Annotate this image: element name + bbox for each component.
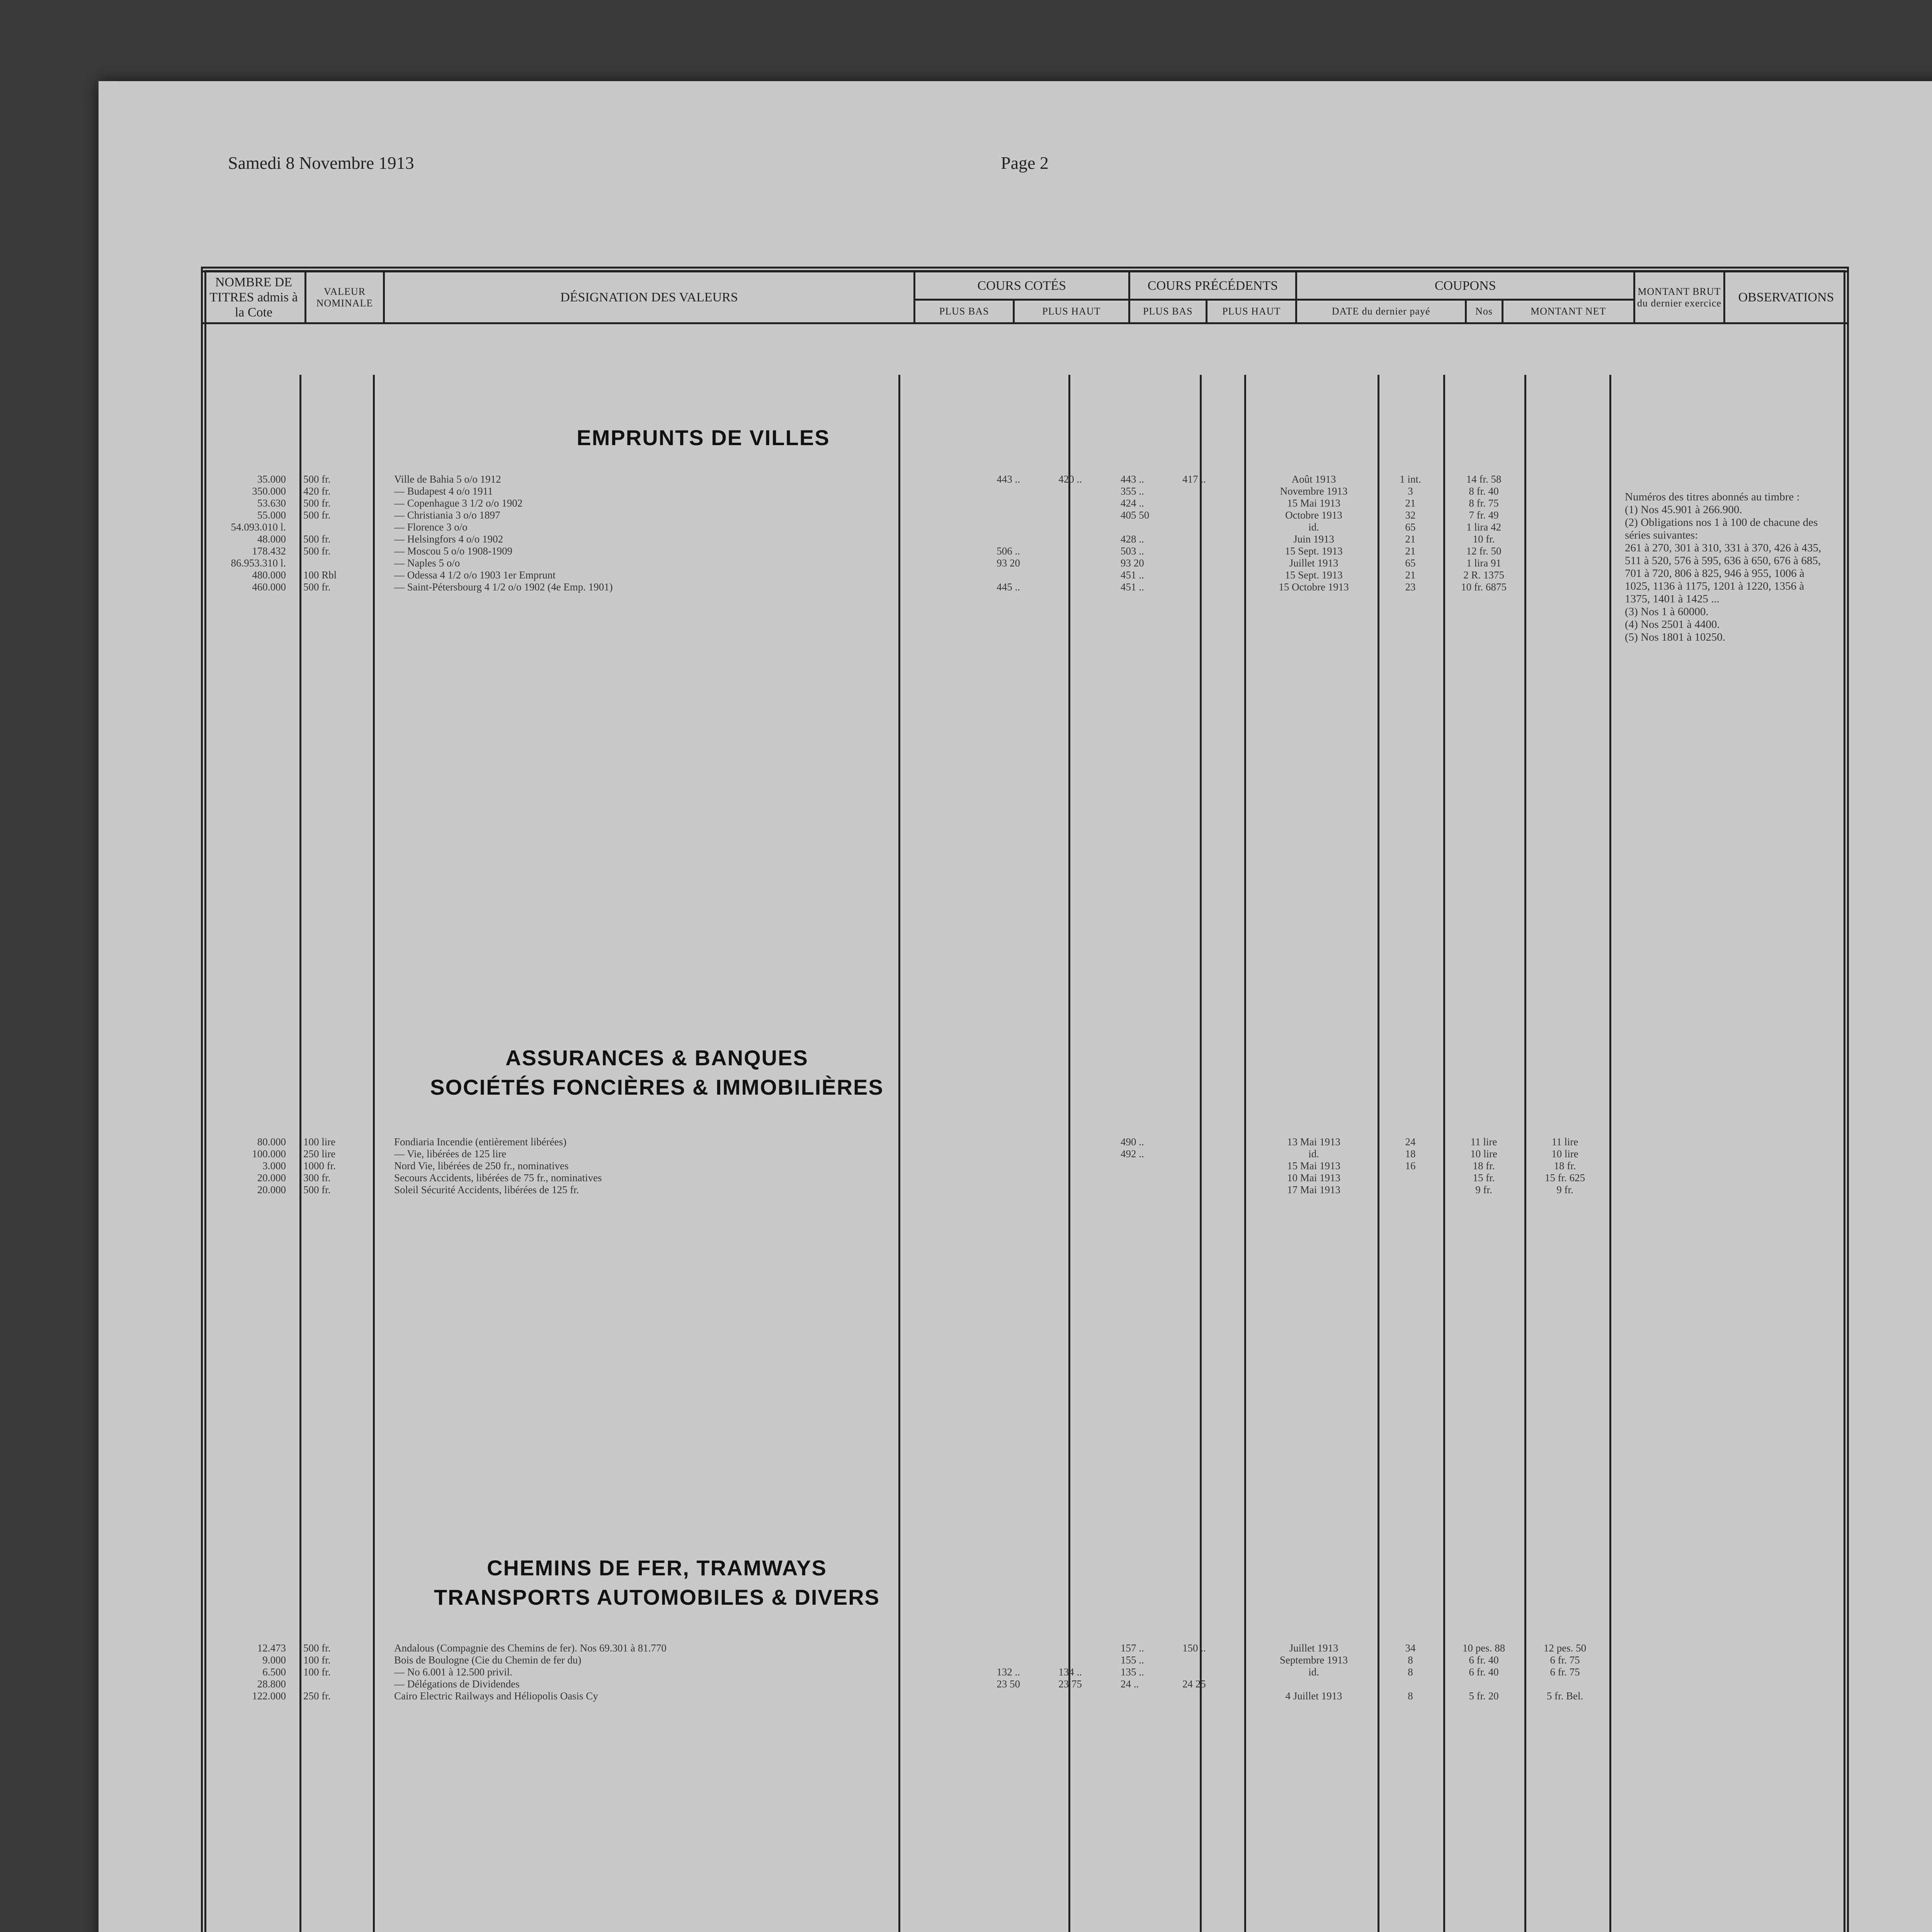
coupon-net: 10 fr. 6875 <box>1461 581 1507 593</box>
security-name: — Moscou 5 o/o 1908-1909 <box>394 545 512 557</box>
titres-count: 9.000 <box>262 1654 286 1666</box>
prec-plus-bas: 451 .. <box>1121 581 1144 593</box>
security-name: Secours Accidents, libérées de 75 fr., nominatives <box>394 1172 602 1184</box>
prec-plus-bas: 405 50 <box>1121 509 1150 521</box>
titres-count: 48.000 <box>257 533 286 545</box>
coupon-date: Juillet 1913 <box>1289 557 1338 569</box>
table-row <box>201 533 1849 545</box>
titres-count: 80.000 <box>257 1136 286 1148</box>
titres-count: 178.432 <box>252 545 286 557</box>
coupon-net: 12 fr. 50 <box>1466 545 1502 557</box>
coupon-no: 3 <box>1408 485 1413 497</box>
col-cours-precedents: COURS PRÉCÉDENTS <box>1129 272 1296 300</box>
cote-plus-haut: 134 .. <box>1058 1666 1082 1678</box>
coupon-date: Septembre 1913 <box>1279 1654 1348 1666</box>
section-title-line: EMPRUNTS DE VILLES <box>577 425 830 450</box>
nominal-value: 250 fr. <box>303 1690 331 1702</box>
security-name: — Odessa 4 1/2 o/o 1903 1er Emprunt <box>394 569 556 581</box>
nominal-value: 500 fr. <box>303 1184 331 1196</box>
prec-plus-haut: 24 25 <box>1182 1678 1206 1690</box>
titres-count: 53.630 <box>257 497 286 509</box>
titres-count: 3.000 <box>262 1160 286 1172</box>
table-row <box>201 545 1849 557</box>
coupon-date: Août 1913 <box>1291 473 1336 485</box>
nominal-value: 100 fr. <box>303 1654 331 1666</box>
prec-plus-bas: 157 .. <box>1121 1642 1144 1654</box>
cote-plus-bas: 132 .. <box>997 1666 1020 1678</box>
col-date: DATE du dernier payé <box>1296 300 1466 323</box>
section-rows <box>201 1642 1849 1702</box>
coupon-net: 15 fr. <box>1473 1172 1495 1184</box>
prec-plus-bas: 490 .. <box>1121 1136 1144 1148</box>
table-row <box>201 569 1849 581</box>
prec-plus-bas: 424 .. <box>1121 497 1144 509</box>
coupon-net: 10 fr. <box>1473 533 1495 545</box>
coupon-no: 21 <box>1405 569 1416 581</box>
titres-count: 460.000 <box>252 581 286 593</box>
prec-plus-bas: 135 .. <box>1121 1666 1144 1678</box>
coupon-date: Juin 1913 <box>1293 533 1334 545</box>
security-name: — Helsingfors 4 o/o 1902 <box>394 533 503 545</box>
titres-count: 20.000 <box>257 1172 286 1184</box>
coupon-date: Octobre 1913 <box>1285 509 1342 521</box>
table-row <box>201 473 1849 485</box>
nominal-value: 300 fr. <box>303 1172 331 1184</box>
security-name: Ville de Bahia 5 o/o 1912 <box>394 473 501 485</box>
col-cours-cotes: COURS COTÉS <box>915 272 1129 300</box>
titres-count: 35.000 <box>257 473 286 485</box>
coupon-net: 10 pes. 88 <box>1462 1642 1505 1654</box>
col-plus-haut: PLUS HAUT <box>1014 300 1129 323</box>
nominal-value: 500 fr. <box>303 473 331 485</box>
security-name: — Vie, libérées de 125 lire <box>394 1148 507 1160</box>
titres-count: 20.000 <box>257 1184 286 1196</box>
coupon-date: 13 Mai 1913 <box>1287 1136 1340 1148</box>
coupon-no: 1 int. <box>1400 473 1421 485</box>
prec-plus-bas: 492 .. <box>1121 1148 1144 1160</box>
coupon-net: 8 fr. 75 <box>1469 497 1499 509</box>
security-name: Fondiaria Incendie (entièrement libérées) <box>394 1136 567 1148</box>
table-row <box>201 509 1849 521</box>
table-row <box>201 1666 1849 1678</box>
nominal-value: 500 fr. <box>303 509 331 521</box>
coupon-date: 17 Mai 1913 <box>1287 1184 1340 1196</box>
prec-plus-bas: 451 .. <box>1121 569 1144 581</box>
nominal-value: 500 fr. <box>303 581 331 593</box>
coupon-net: 6 fr. 40 <box>1469 1654 1499 1666</box>
coupon-no: 21 <box>1405 533 1416 545</box>
section-rows <box>201 473 1849 593</box>
coupon-no: 18 <box>1405 1148 1416 1160</box>
col-valeur: VALEUR NOMINALE <box>306 272 384 323</box>
coupon-net: 18 fr. <box>1473 1160 1495 1172</box>
col-montant-brut: MONTANT BRUT du dernier exercice <box>1634 272 1724 323</box>
titres-count: 54.093.010 l. <box>231 521 286 533</box>
coupon-date: 15 Sept. 1913 <box>1285 569 1343 581</box>
coupon-net: 10 lire <box>1470 1148 1497 1160</box>
table-row <box>201 1654 1849 1666</box>
table-row <box>201 485 1849 497</box>
coupon-date: Novembre 1913 <box>1280 485 1348 497</box>
security-name: — Budapest 4 o/o 1911 <box>394 485 493 497</box>
nominal-value: 1000 fr. <box>303 1160 336 1172</box>
table-row <box>201 1678 1849 1690</box>
nominal-value: 500 fr. <box>303 497 331 509</box>
section-title <box>433 423 974 452</box>
security-name: — Florence 3 o/o <box>394 521 468 533</box>
titres-count: 12.473 <box>257 1642 286 1654</box>
section-title-line: ASSURANCES & BANQUES <box>505 1046 808 1070</box>
titres-count: 100.000 <box>252 1148 286 1160</box>
security-name: Andalous (Compagnie des Chemins de fer). Nos 69.301 à 81.770 <box>394 1642 667 1654</box>
montant-brut: 9 fr. <box>1556 1184 1573 1196</box>
nominal-value: 420 fr. <box>303 485 331 497</box>
cote-plus-bas: 93 20 <box>997 557 1020 569</box>
nominal-value: 100 fr. <box>303 1666 331 1678</box>
coupon-date: 15 Mai 1913 <box>1287 497 1340 509</box>
col-prec-plus-haut: PLUS HAUT <box>1207 300 1296 323</box>
issue-date: Samedi 8 Novembre 1913 <box>228 153 414 173</box>
coupon-date: 4 Juillet 1913 <box>1285 1690 1342 1702</box>
table-row <box>201 1136 1849 1148</box>
montant-brut: 10 lire <box>1551 1148 1578 1160</box>
nominal-value: 250 lire <box>303 1148 336 1160</box>
prec-plus-bas: 24 .. <box>1121 1678 1139 1690</box>
security-name: — Copenhague 3 1/2 o/o 1902 <box>394 497 523 509</box>
table-row <box>201 521 1849 533</box>
nominal-value: 500 fr. <box>303 533 331 545</box>
prec-plus-bas: 428 .. <box>1121 533 1144 545</box>
coupon-net: 2 R. 1375 <box>1463 569 1504 581</box>
coupon-no: 8 <box>1408 1690 1413 1702</box>
security-name: Soleil Sécurité Accidents, libérées de 125 fr. <box>394 1184 579 1196</box>
coupon-net: 5 fr. 20 <box>1469 1690 1499 1702</box>
coupon-net: 11 lire <box>1470 1136 1497 1148</box>
table-row <box>201 1172 1849 1184</box>
coupon-no: 21 <box>1405 497 1416 509</box>
titres-count: 350.000 <box>252 485 286 497</box>
col-coupons: COUPONS <box>1296 272 1634 300</box>
coupon-date: id. <box>1308 521 1319 533</box>
coupon-net: 8 fr. 40 <box>1469 485 1499 497</box>
observations-note: Numéros des titres abonnés au timbre : (1) Nos 45.901 à 266.900. (2) Obligations nos 1 à 100 de chacune des séries suivantes: 261 à 270, 301 à 310, 331 à 370, 426 à 435, 511 à 520, 576 à 595, 636 à 650, 676 à 685, 701 à 720, 806 à 825, 946 à 955, 1006 à 1025, 1136 à 1175, 1201 à 1220, 1356 à 1375, 1401 à 1425 ... (3) Nos 1 à 60000. (4) Nos 2501 à 4400. (5) Nos 1801 à 10250. <box>1625 491 1821 643</box>
nominal-value: 100 Rbl <box>303 569 337 581</box>
nominal-value: 500 fr. <box>303 545 331 557</box>
cote-plus-haut: 420 .. <box>1058 473 1082 485</box>
security-name: — No 6.001 à 12.500 privil. <box>394 1666 512 1678</box>
coupon-date: 15 Sept. 1913 <box>1285 545 1343 557</box>
section-title <box>386 1043 927 1102</box>
titres-count: 86.953.310 l. <box>231 557 286 569</box>
security-name: Nord Vie, libérées de 250 fr., nominatives <box>394 1160 569 1172</box>
prec-plus-haut: 417 .. <box>1182 473 1206 485</box>
cote-plus-haut: 23 75 <box>1058 1678 1082 1690</box>
coupon-no: 65 <box>1405 557 1416 569</box>
cote-plus-bas: 23 50 <box>997 1678 1020 1690</box>
montant-brut: 5 fr. Bel. <box>1546 1690 1583 1702</box>
table-row <box>201 497 1849 509</box>
page-number: Page 2 <box>1001 153 1049 173</box>
table-row <box>201 1148 1849 1160</box>
coupon-no: 8 <box>1408 1666 1413 1678</box>
titres-count: 480.000 <box>252 569 286 581</box>
titres-count: 6.500 <box>262 1666 286 1678</box>
coupon-net: 1 lira 42 <box>1466 521 1501 533</box>
table-row <box>201 1184 1849 1196</box>
coupon-date: 15 Mai 1913 <box>1287 1160 1340 1172</box>
section-title-line: TRANSPORTS AUTOMOBILES & DIVERS <box>434 1585 880 1609</box>
coupon-net: 14 fr. 58 <box>1466 473 1502 485</box>
prec-plus-bas: 503 .. <box>1121 545 1144 557</box>
col-no: Nos <box>1466 300 1502 323</box>
section-rows <box>201 1136 1849 1196</box>
titres-count: 55.000 <box>257 509 286 521</box>
security-name: — Christiania 3 o/o 1897 <box>394 509 500 521</box>
nominal-value: 100 lire <box>303 1136 336 1148</box>
coupon-date: id. <box>1308 1666 1319 1678</box>
montant-brut: 6 fr. 75 <box>1550 1654 1580 1666</box>
coupon-net: 6 fr. 40 <box>1469 1666 1499 1678</box>
cote-plus-bas: 443 .. <box>997 473 1020 485</box>
prec-plus-bas: 443 .. <box>1121 473 1144 485</box>
security-name: — Saint-Pétersbourg 4 1/2 o/o 1902 (4e Emp. 1901) <box>394 581 613 593</box>
coupon-net: 1 lira 91 <box>1466 557 1501 569</box>
nominal-value: 500 fr. <box>303 1642 331 1654</box>
col-prec-plus-bas: PLUS BAS <box>1129 300 1206 323</box>
coupon-no: 8 <box>1408 1654 1413 1666</box>
montant-brut: 18 fr. <box>1554 1160 1576 1172</box>
page-header <box>228 153 1846 173</box>
section-title-line: SOCIÉTÉS FONCIÈRES & IMMOBILIÈRES <box>430 1075 884 1099</box>
table-row <box>201 1160 1849 1172</box>
security-name: — Naples 5 o/o <box>394 557 460 569</box>
col-plus-bas: PLUS BAS <box>915 300 1014 323</box>
security-name: — Délégations de Dividendes <box>394 1678 520 1690</box>
coupon-net: 9 fr. <box>1475 1184 1492 1196</box>
montant-brut: 11 lire <box>1551 1136 1578 1148</box>
table-row <box>201 581 1849 593</box>
col-observations: OBSERVATIONS <box>1724 272 1848 323</box>
coupon-no: 16 <box>1405 1160 1416 1172</box>
section-title <box>386 1553 927 1612</box>
montant-brut: 6 fr. 75 <box>1550 1666 1580 1678</box>
titres-count: 122.000 <box>252 1690 286 1702</box>
security-name: Bois de Boulogne (Cie du Chemin de fer du) <box>394 1654 582 1666</box>
montant-brut: 15 fr. 625 <box>1544 1172 1585 1184</box>
coupon-net: 7 fr. 49 <box>1469 509 1499 521</box>
coupon-no: 21 <box>1405 545 1416 557</box>
coupon-no: 32 <box>1405 509 1416 521</box>
coupon-date: 15 Octobre 1913 <box>1279 581 1349 593</box>
col-nombre: NOMBRE DE TITRES admis à la Cote <box>202 272 306 323</box>
prec-plus-haut: 150 .. <box>1182 1642 1206 1654</box>
table-row <box>201 557 1849 569</box>
prec-plus-bas: 355 .. <box>1121 485 1144 497</box>
coupon-date: id. <box>1308 1148 1319 1160</box>
prec-plus-bas: 93 20 <box>1121 557 1144 569</box>
section-title-line: CHEMINS DE FER, TRAMWAYS <box>487 1556 827 1580</box>
coupon-no: 24 <box>1405 1136 1416 1148</box>
cote-plus-bas: 445 .. <box>997 581 1020 593</box>
titres-count: 28.800 <box>257 1678 286 1690</box>
coupon-no: 65 <box>1405 521 1416 533</box>
coupon-date: Juillet 1913 <box>1289 1642 1338 1654</box>
col-montant-net: MONTANT NET <box>1502 300 1634 323</box>
cote-plus-bas: 506 .. <box>997 545 1020 557</box>
table-row <box>201 1690 1849 1702</box>
coupon-date: 10 Mai 1913 <box>1287 1172 1340 1184</box>
montant-brut: 12 pes. 50 <box>1543 1642 1587 1654</box>
coupon-no: 34 <box>1405 1642 1416 1654</box>
prec-plus-bas: 155 .. <box>1121 1654 1144 1666</box>
security-name: Cairo Electric Railways and Héliopolis Oasis Cy <box>394 1690 598 1702</box>
col-designation: DÉSIGNATION DES VALEURS <box>384 272 915 323</box>
table-row <box>201 1642 1849 1654</box>
coupon-no: 23 <box>1405 581 1416 593</box>
